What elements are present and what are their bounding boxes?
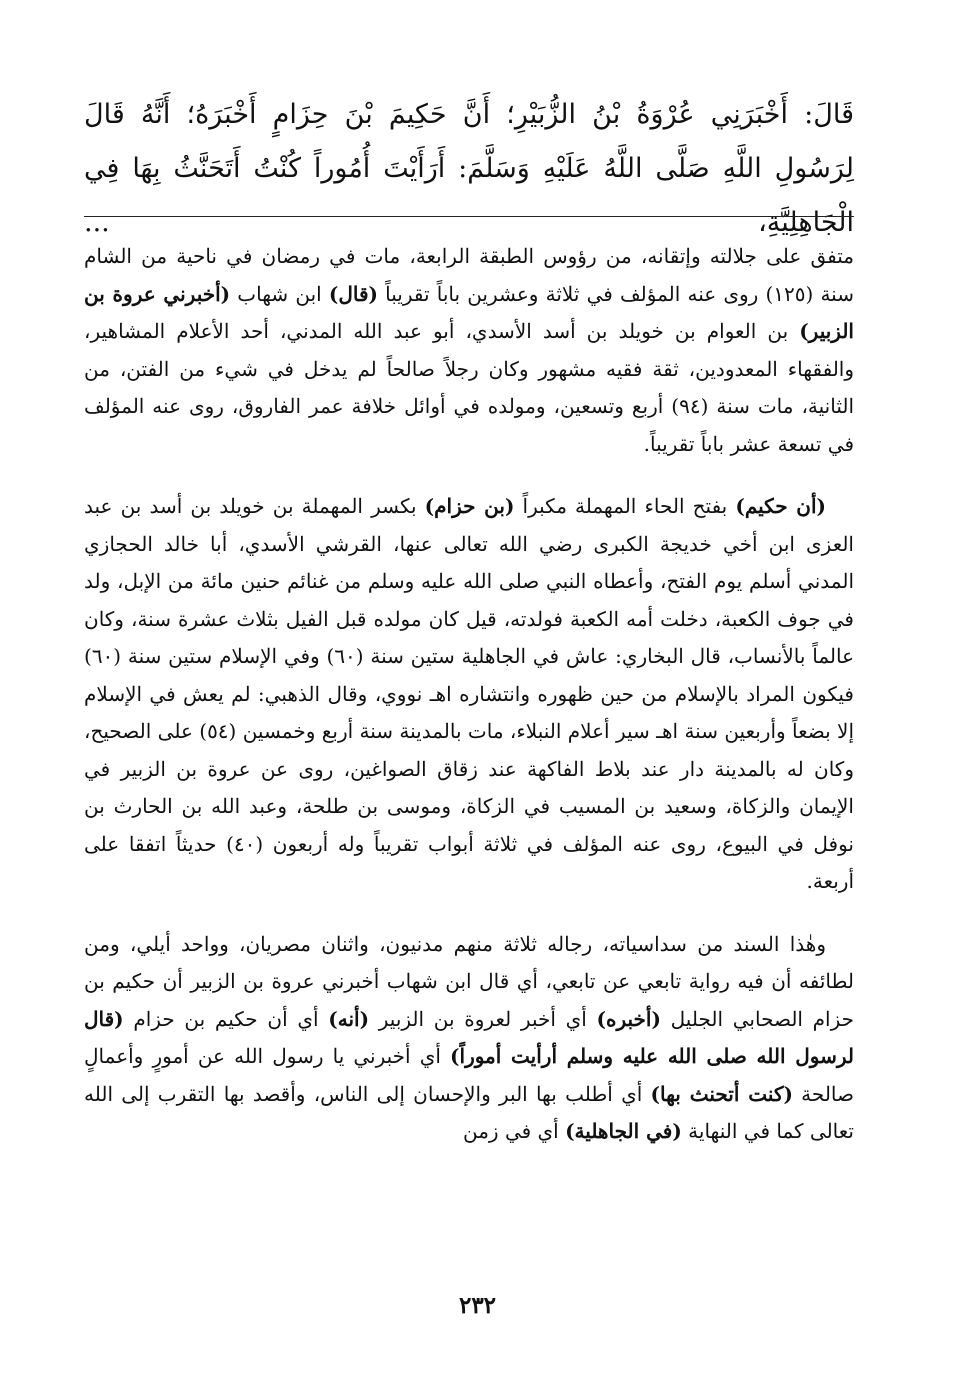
commentary-text: بفتح الحاء المهملة مكبراً	[514, 494, 736, 518]
page-number: ٢٣٢	[458, 1292, 497, 1319]
quoted-phrase: (أخبره)	[596, 1006, 661, 1031]
commentary-text: ابن شهاب	[230, 281, 329, 306]
commentary-text: أي أطلب بها البر والإحسان إلى الناس، وأقصد بها التقرب إلى الله تعالى كما في النهاية	[84, 1081, 854, 1143]
quoted-phrase: (قال)	[328, 281, 378, 306]
hadith-text: قَالَ: أَخْبَرَنِي عُرْوَةُ بْنُ الزُّبَيْرِ؛ أَنَّ حَكِيمَ بْنَ حِزَامٍ أَخْبَرَهُ؛ أَنَّهُ قَالَ لِرَسُولِ اللَّهِ صَلَّى اللَّهُ عَلَيْهِ وَسَلَّمَ: أَرَأَيْتَ أُمُوراً كُنْتُ أَتَحَنَّثُ بِهَا فِي الْجَاهِلِيَّةِ، ...	[84, 99, 854, 238]
commentary-paragraph-1	[84, 238, 854, 463]
quoted-phrase: (أن حكيم)	[735, 494, 826, 518]
commentary-text: متفق على جلالته وإتقانه، من رؤوس الطبقة الرابعة، مات في رمضان في ناحية من الشام سنة (١٢٥) روى عنه المؤلف في ثلاثة وعشرين باباً تقريباً	[84, 244, 854, 306]
quoted-phrase: (أخبرني عروة بن الزبير)	[84, 281, 854, 343]
quoted-phrase: (في الجاهلية)	[565, 1119, 682, 1143]
quoted-phrase: (كنت أتحنث بها)	[650, 1081, 793, 1106]
commentary-text: أي أن حكيم بن حزام	[123, 1006, 329, 1031]
commentary-paragraph-2	[84, 488, 854, 901]
commentary-text: أي أخبر لعروة بن الزبير	[369, 1006, 597, 1031]
commentary	[84, 238, 854, 1151]
commentary-text: وهٰذا السند من سداسياته، رجاله ثلاثة منهم مدنيون، واثنان مصريان، وواحد أيلي، ومن لطائفه أن فيه رواية تابعي عن تابعي، أي قال ابن شهاب أخبرني عروة بن الزبير أن حكيم بن حزام الصحابي الجليل	[84, 931, 855, 1031]
separator-rule	[84, 216, 854, 217]
commentary-text: بن العوام بن خويلد بن أسد الأسدي، أبو عبد الله المدني، أحد الأعلام المشاهير، والفقهاء المعدودين، ثقة فقيه مشهور وكان رجلاً صالحاً لم يدخل في شيء من الفتن، من الثانية، مات سنة (٩٤) أربع وتسعين، ومولده في أوائل خلافة عمر الفاروق، روى عنه المؤلف في تسعة عشر باباً تقريباً.	[84, 319, 855, 456]
commentary-text: أي أخبرني يا رسول الله عن أمورٍ وأعمالٍ صالحة	[84, 1044, 854, 1106]
commentary-text: أي في زمن	[462, 1119, 566, 1143]
quoted-phrase: (بن حزام)	[424, 494, 515, 518]
commentary-paragraph-3	[84, 926, 854, 1151]
commentary-text: بكسر المهملة بن خويلد بن أسد بن عبد العزى ابن أخي خديجة الكبرى رضي الله تعالى عنها، القرشي الأسدي، أبا خالد الحجازي المدني أسلم يوم الفتح، وأعطاه النبي صلى الله عليه وسلم من غنائم حنين مائة من الإبل، ولد في جوف الكعبة، دخلت أمه الكعبة فولدته، قيل كان مولده قبل الفيل بثلاث عشرة سنة، وكان عالماً بالأنساب، قال البخاري: عاش في الجاهلية ستين سنة (٦٠) وفي الإسلام ستين سنة (٦٠) فيكون المراد بالإسلام من حين ظهوره وانتشاره اهـ نووي، وقال الذهبي: لم يعش في الإسلام إلا بضعاً وأربعين سنة اهـ سير أعلام النبلاء، مات بالمدينة سنة أربع وخمسين (٥٤) على الصحيح، وكان له بالمدينة دار عند بلاط الفاكهة عند زقاق الصواغين، روى عن عروة بن الزبير في الإيمان والزكاة، وسعيد بن المسيب في الزكاة، وموسى بن طلحة، وعبد الله بن الحارث بن نوفل في البيوع، روى عنه المؤلف في ثلاثة أبواب تقريباً وله أربعون (٤٠) حديثاً اتفقا على أربعة.	[84, 494, 854, 893]
quoted-phrase: (أنه)	[328, 1006, 370, 1031]
quoted-phrase: (قال لرسول الله صلى الله عليه وسلم أرأيت أموراً)	[84, 1006, 855, 1068]
